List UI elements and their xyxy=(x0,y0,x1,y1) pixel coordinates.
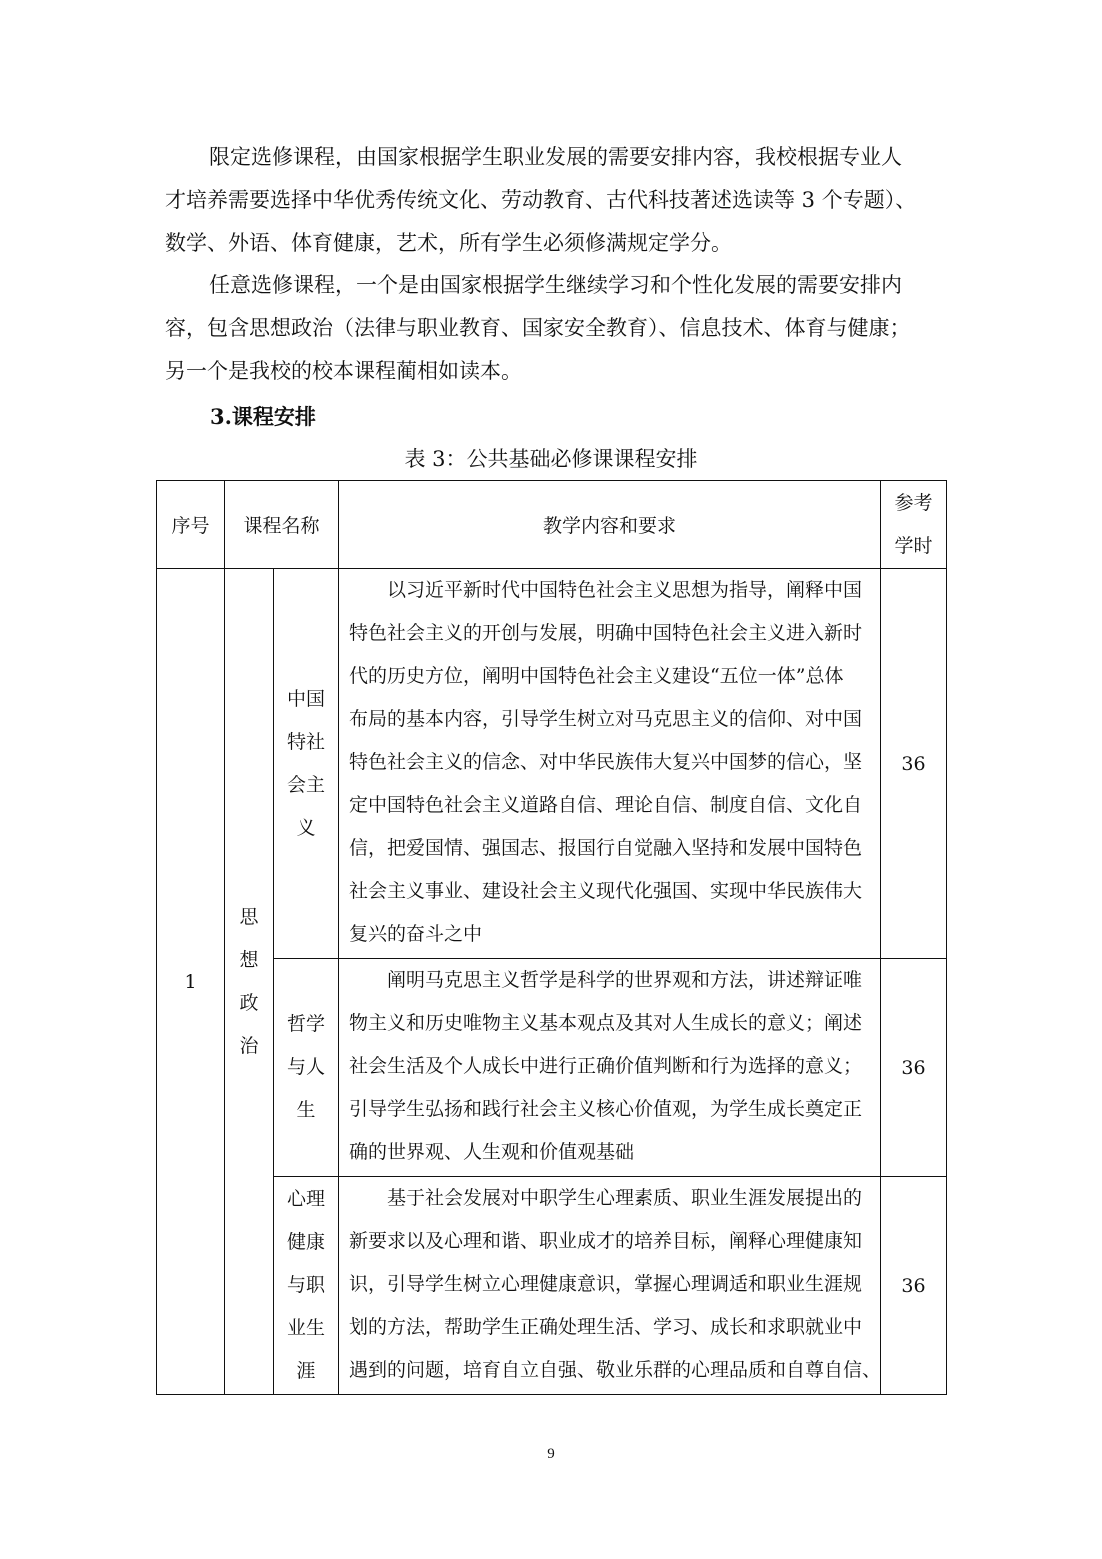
paragraph-line: 数学、外语、体育健康，艺术，所有学生必须修满规定学分。 xyxy=(165,231,732,255)
course-name-line: 生 xyxy=(296,1099,316,1121)
course-name-line: 业生 xyxy=(287,1317,326,1339)
paragraph-line: 才培养需要选择中华优秀传统文化、劳动教育、古代科技著述选读等 3 个专题）、 xyxy=(165,188,917,212)
course-name-line: 中国 xyxy=(287,687,326,710)
category-char: 想 xyxy=(239,948,259,971)
course-name-line: 特社 xyxy=(287,730,326,753)
content-line: 以习近平新时代中国特色社会主义思想为指导，阐释中国 xyxy=(387,579,863,601)
paragraph-line: 容，包含思想政治（法律与职业教育、国家安全教育）、信息技术、体育与健康； xyxy=(165,316,911,340)
category-char: 思 xyxy=(239,905,259,928)
paragraph-line: 另一个是我校的校本课程蔺相如读本。 xyxy=(165,359,522,383)
section-heading: 3.课程安排 xyxy=(210,404,316,429)
course-name-line: 哲学 xyxy=(287,1013,326,1035)
group-seq-cell: 1 xyxy=(157,569,225,1395)
course-name-line: 会主 xyxy=(287,773,326,796)
table-row xyxy=(157,1177,947,1395)
course-hours-cell: 36 xyxy=(881,959,947,1177)
paragraph-optional-electives xyxy=(165,264,945,393)
content-line: 复兴的奋斗之中 xyxy=(349,923,483,945)
content-line: 阐明马克思主义哲学是科学的世界观和方法，讲述辩证唯 xyxy=(387,969,863,991)
paragraph-limited-electives xyxy=(165,136,945,265)
header-hours-line: 参考 xyxy=(894,491,933,514)
header-content: 教学内容和要求 xyxy=(339,481,881,569)
content-line: 基于社会发展对中职学生心理素质、职业生涯发展提出的 xyxy=(387,1187,863,1209)
content-line: 社会主义事业、建设社会主义现代化强国、实现中华民族伟大 xyxy=(349,880,863,902)
content-line: 确的世界观、人生观和价值观基础 xyxy=(349,1141,635,1163)
course-content-cell xyxy=(339,569,881,959)
paragraph-line: 限定选修课程，由国家根据学生职业发展的需要安排内容，我校根据专业人 xyxy=(209,145,902,169)
content-line: 识，引导学生树立心理健康意识，掌握心理调适和职业生涯规 xyxy=(349,1273,863,1295)
table-row xyxy=(157,569,947,959)
course-name-line: 健康 xyxy=(287,1231,326,1253)
course-hours-cell: 36 xyxy=(881,1177,947,1395)
content-line: 社会生活及个人成长中进行正确价值判断和行为选择的意义； xyxy=(349,1055,863,1077)
course-content-cell xyxy=(339,1177,881,1395)
course-table xyxy=(156,480,947,1395)
course-name-line: 与人 xyxy=(287,1056,326,1078)
page-number: 9 xyxy=(547,1446,555,1462)
content-line: 引导学生弘扬和践行社会主义核心价值观，为学生成长奠定正 xyxy=(349,1098,863,1120)
content-line: 信，把爱国情、强国志、报国行自觉融入坚持和发展中国特色 xyxy=(349,837,863,859)
course-name-line: 与职 xyxy=(287,1274,326,1296)
content-line: 物主义和历史唯物主义基本观点及其对人生成长的意义；阐述 xyxy=(349,1012,863,1034)
course-name-cell xyxy=(274,1177,339,1395)
content-line: 特色社会主义的信念、对中华民族伟大复兴中国梦的信心，坚 xyxy=(349,751,863,773)
table-caption: 表 3：公共基础必修课课程安排 xyxy=(404,447,698,471)
header-hours xyxy=(881,481,947,569)
course-hours-cell: 36 xyxy=(881,569,947,959)
header-seq: 序号 xyxy=(157,481,225,569)
content-line: 定中国特色社会主义道路自信、理论自信、制度自信、文化自 xyxy=(349,794,863,816)
course-name-line: 涯 xyxy=(296,1360,316,1382)
content-line: 代的历史方位，阐明中国特色社会主义建设“五位一体”总体 xyxy=(349,665,844,687)
course-name-line: 义 xyxy=(296,816,316,839)
header-hours-line: 学时 xyxy=(894,534,933,557)
table-row xyxy=(157,959,947,1177)
paragraph-line: 任意选修课程，一个是由国家根据学生继续学习和个性化发展的需要安排内 xyxy=(209,273,902,297)
content-line: 特色社会主义的开创与发展，明确中国特色社会主义进入新时 xyxy=(349,622,863,644)
content-line: 划的方法，帮助学生正确处理生活、学习、成长和求职就业中 xyxy=(349,1316,863,1338)
content-line: 遇到的问题，培育自立自强、敬业乐群的心理品质和自尊自信、 xyxy=(349,1359,882,1381)
course-name-cell xyxy=(274,959,339,1177)
course-name-line: 心理 xyxy=(287,1188,326,1210)
header-course-name: 课程名称 xyxy=(225,481,339,569)
course-name-cell xyxy=(274,569,339,959)
course-content-cell xyxy=(339,959,881,1177)
group-category-cell xyxy=(225,569,274,1395)
content-line: 新要求以及心理和谐、职业成才的培养目标，阐释心理健康知 xyxy=(349,1230,863,1252)
category-char: 政 xyxy=(239,991,259,1014)
category-char: 治 xyxy=(239,1034,259,1057)
content-line: 布局的基本内容，引导学生树立对马克思主义的信仰、对中国 xyxy=(349,708,863,730)
table-header-row xyxy=(157,481,947,569)
